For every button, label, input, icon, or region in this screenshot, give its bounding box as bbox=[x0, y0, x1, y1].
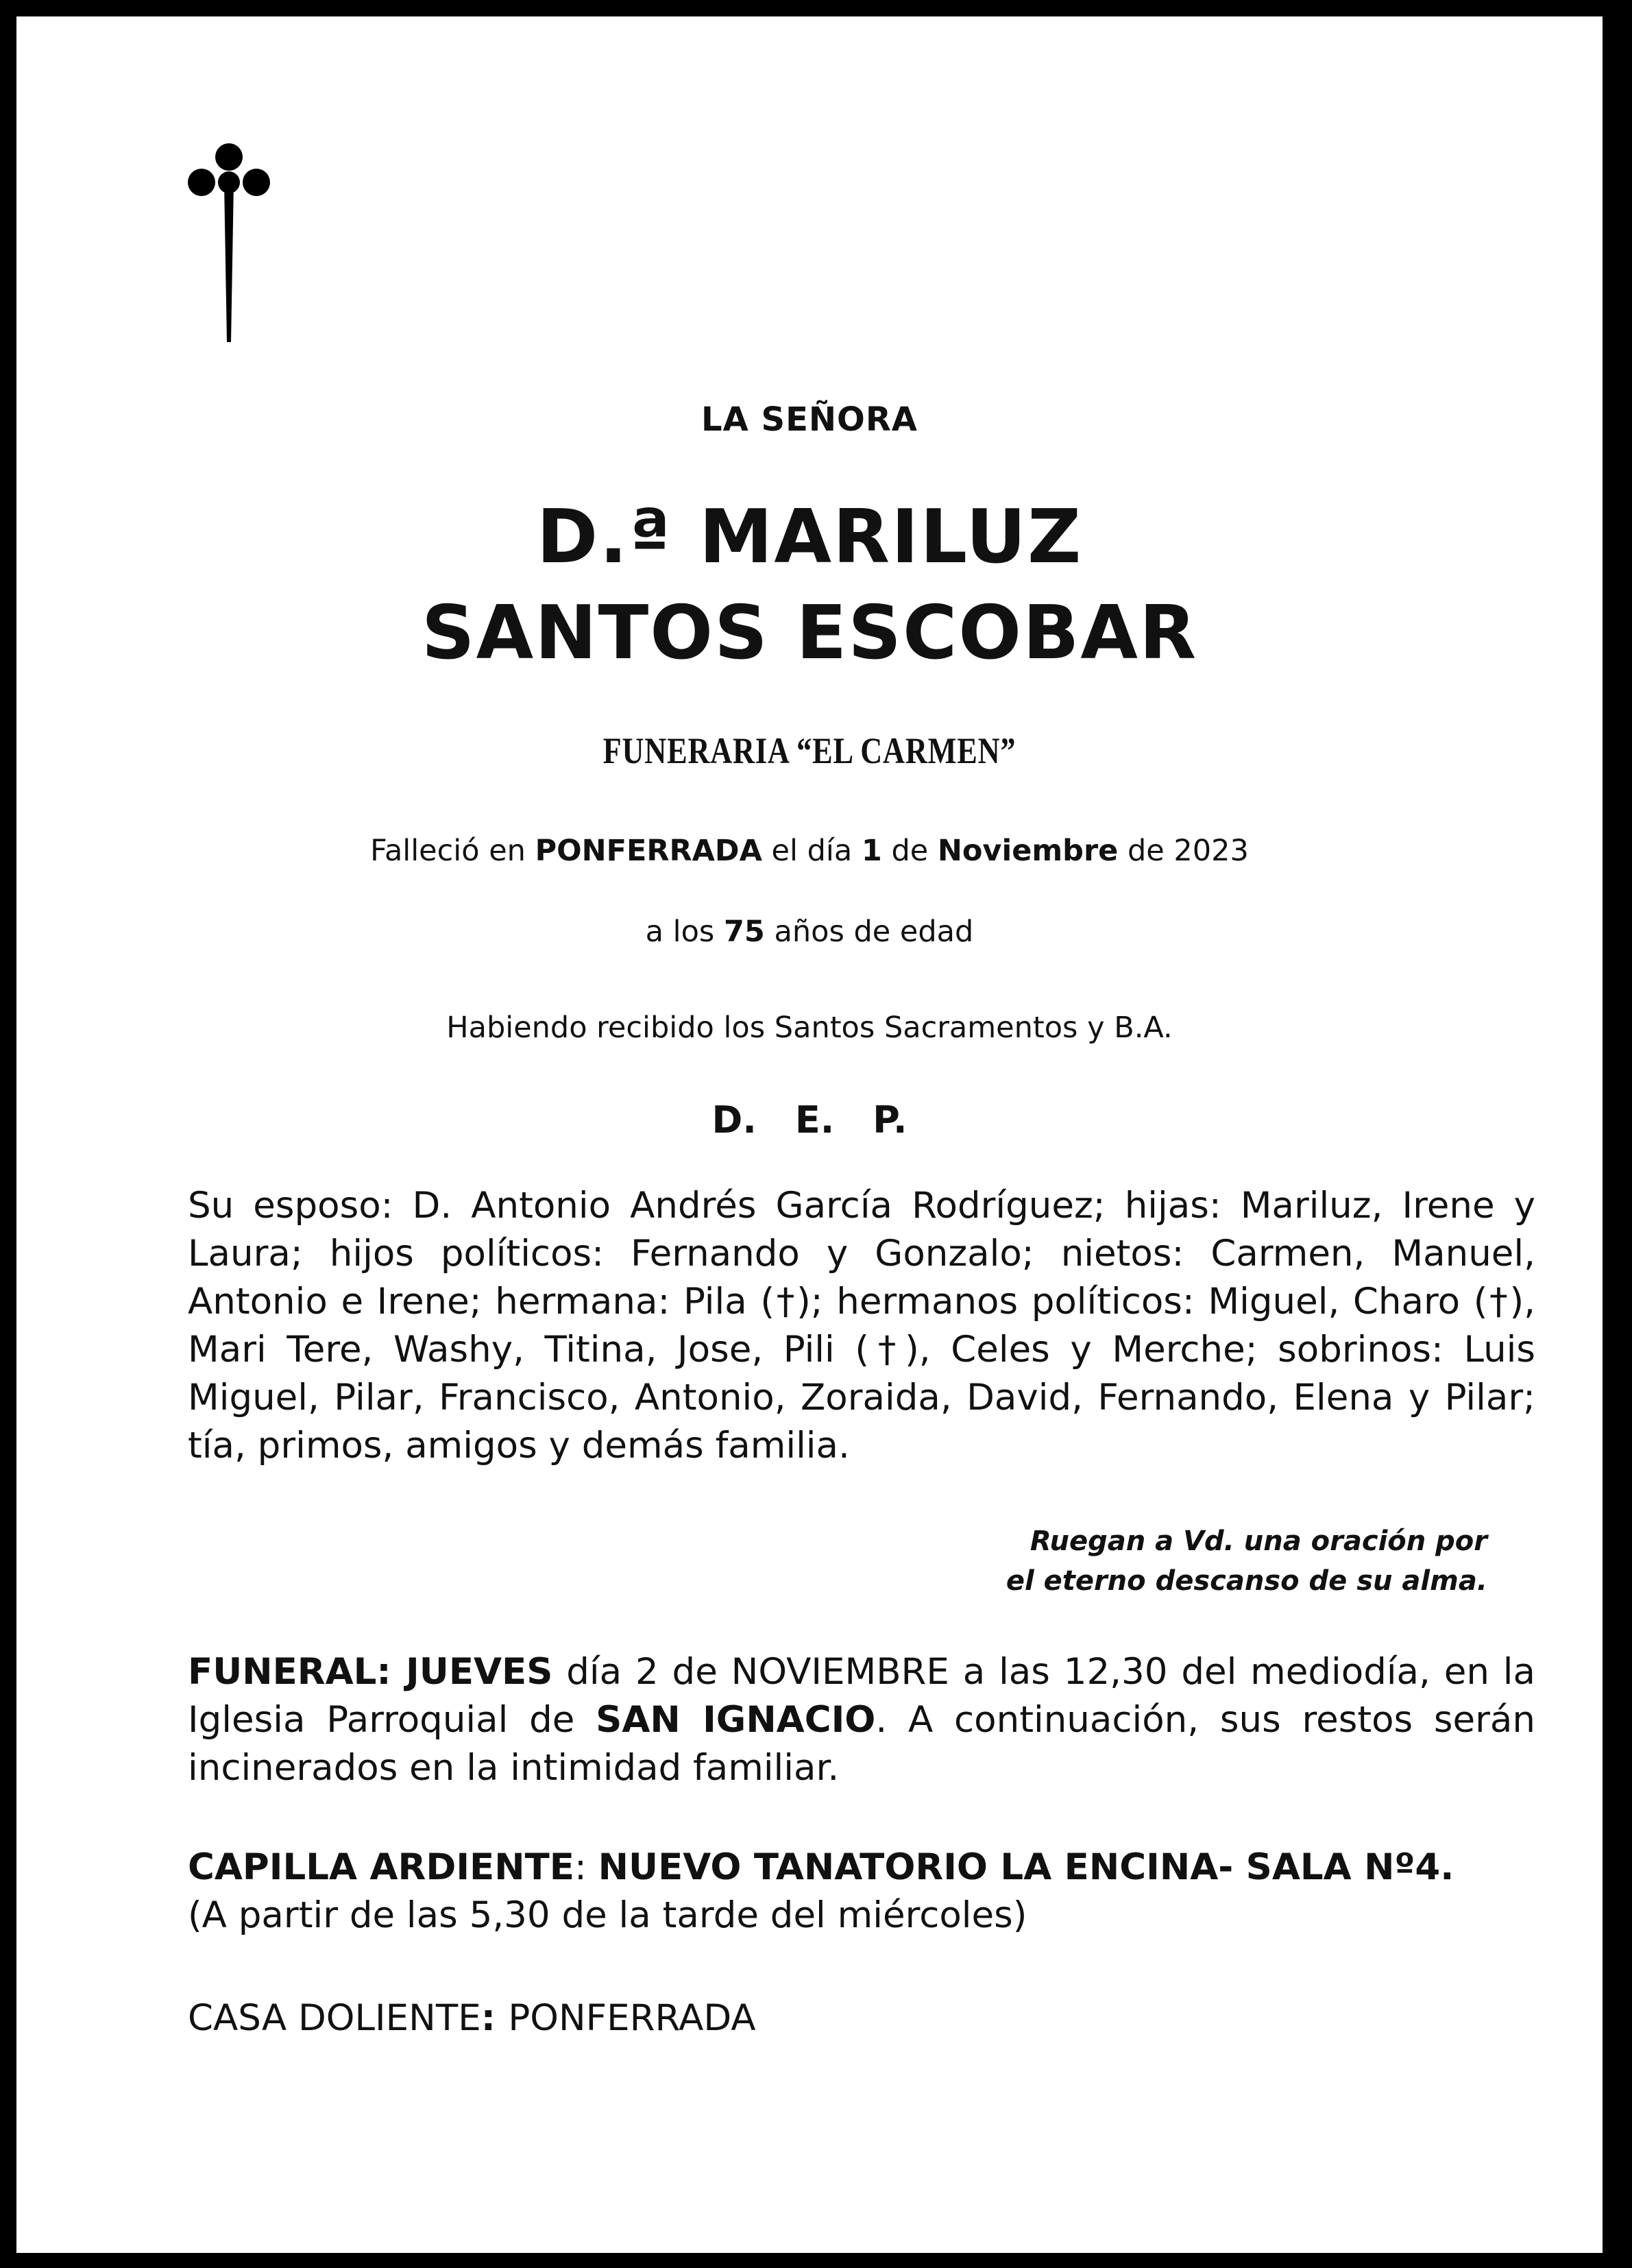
death-month: Noviembre bbox=[937, 834, 1119, 868]
chapel-place: NUEVO TANATORIO LA ENCINA- SALA Nº4. bbox=[598, 1846, 1454, 1888]
funeral-label: FUNERAL: JUEVES bbox=[188, 1651, 553, 1693]
age-years: 75 bbox=[724, 915, 765, 949]
obituary-card bbox=[16, 16, 1603, 2253]
funeral-home: FUNERARIA “EL CARMEN” bbox=[602, 730, 1016, 771]
rip-letters: D. E. P. bbox=[711, 1098, 908, 1142]
age-info: a los 75 años de edad bbox=[645, 915, 974, 949]
sacraments-line: Habiendo recibido los Santos Sacramentos y B.A. bbox=[446, 1011, 1173, 1045]
death-place: PONFERRADA bbox=[535, 834, 762, 868]
chapel-info: CAPILLA ARDIENTE: NUEVO TANATORIO LA ENCINA- SALA Nº4. (A partir de las 5,30 de la tarde del miércoles) bbox=[188, 1844, 1535, 1940]
family-list: Su esposo: D. Antonio Andrés García Rodríguez; hijas: Mariluz, Irene y Laura; hijos políticos: Fernando y Gonzalo; nietos: Carmen, Manuel, Antonio e Irene; hermana: Pila (†); hermanos políticos: Miguel, Charo (†), Mari Tere, Washy, Titina, Jose, Pili (†), Celes y Merche; sobrinos: Luis Miguel, Pilar, Francisco, Antonio, Zoraida, David, Fernando, Elena y Pilar; tía, primos, amigos y demás familia. bbox=[188, 1185, 1535, 1467]
death-info: Falleció en PONFERRADA el día 1 de Noviembre de 2023 bbox=[370, 834, 1249, 868]
death-day: 1 bbox=[861, 834, 882, 868]
cross-icon bbox=[188, 140, 270, 346]
chapel-label: CAPILLA ARDIENTE bbox=[188, 1846, 574, 1888]
chapel-note: (A partir de las 5,30 de la tarde del miércoles) bbox=[188, 1894, 1027, 1936]
deceased-name bbox=[16, 490, 1603, 681]
name-line-2: SANTOS ESCOBAR bbox=[421, 590, 1198, 676]
heading-title: LA SEÑORA bbox=[701, 400, 918, 439]
prayer-request: Ruegan a Vd. una oración por el eterno descanso de su alma. bbox=[1006, 1525, 1487, 1597]
mourning-house: CASA DOLIENTE: PONFERRADA bbox=[188, 1997, 756, 2039]
church-name: SAN IGNACIO bbox=[596, 1699, 876, 1741]
funeral-info: FUNERAL: JUEVES día 2 de NOVIEMBRE a las 12,30 del mediodía, en la Iglesia Parroquial de SAN IGNACIO. A continuación, sus restos serán incinerados en la intimidad familiar. bbox=[188, 1651, 1535, 1789]
name-line-1: D.ª MARILUZ bbox=[536, 494, 1083, 580]
